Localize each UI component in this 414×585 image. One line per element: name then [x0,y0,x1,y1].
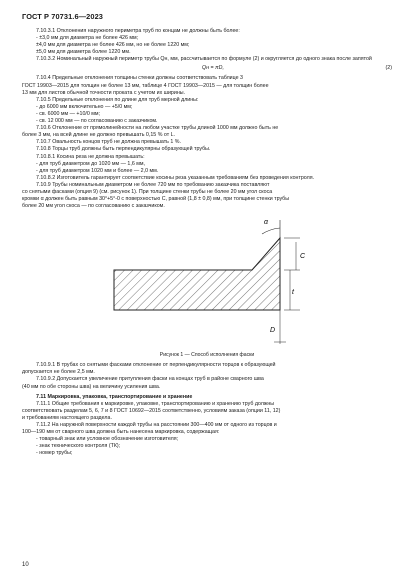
text-line: 7.10.9.1 В трубах со снятыми фасками отклонение от перпендикулярности торцов к образующей [36,362,276,369]
c-label: C [300,253,306,261]
text-line: - товарный знак или условное обозначение изготовителя; [36,436,179,443]
text-line: более 20 мм угол скоса — по согласованию с заказчиком. [22,203,165,210]
text-line: более 3 мм, на всей длине не должно превышать 0,15 % от L. [22,132,176,139]
text-line: ГОСТ 19903—2015 для толщин не более 13 мм, таблице 4 ГОСТ 19903—2015 — для толщин более [22,82,269,89]
text-line: 7.10.8.2 Изготовитель гарантирует соответствие косины реза указанным требованиям без проведения контроля. [36,174,315,181]
formula: Qн = πD, [202,65,224,72]
section-heading: 7.11 Маркировка, упаковка, транспортирование и хранение [36,393,193,400]
text-line: - номер трубы; [36,450,73,457]
text-line: 7.10.9.2 Допускается увеличение притупления фаски на концах труб в районе сварного шва [36,376,264,383]
text-line: - для труб диаметром 1020 мм и более — 2,0 мм. [36,167,159,174]
text-line: 7.10.8.1 Косина реза не должна превышать: [36,153,145,160]
text-line: 7.11.1 Общие требования к маркировке, упаковке, транспортированию и хранению труб должны [36,400,275,407]
text-line: допускается не более 2,5 мм. [22,369,95,376]
text-line: - св. 6000 мм — +10/0 мм; [36,110,101,117]
text-line: 7.11.2 На наружной поверхности каждой трубы на расстоянии 300—400 мм от одного из торцов и [36,422,277,428]
text-line: - знак технического контроля (ТК); [36,443,121,450]
text-line: 7.10.5 Предельные отклонения по длине для труб мерной длины: [36,96,199,103]
text-line: соответствовать разделам 5, 6, 7 и 8 ГОСТ 10692—2015 соответственно, условиям заказа (опции 11, 12) [22,407,281,414]
text-line: ±4,0 мм для диаметра не более 426 мм, но не более 1220 мм; [36,42,190,49]
alpha-label: α [264,219,268,227]
text-line: 7.10.9 Трубы номинальным диаметром не более 720 мм по требованию заказчика поставляют [36,181,270,188]
text-line: 7.10.8 Торцы труб должны быть перпендикулярны образующей трубы. [36,146,211,153]
text-line: со снятыми фасками (опция 9) (см. рисунок 1). При толщине стенки трубы не более 20 мм угол скоса [22,188,273,195]
pipe-wall-section [114,238,280,310]
text-line: 7.10.6 Отклонение от прямолинейности на любом участке трубы длиной 1000 мм должно быть не [36,125,279,132]
formula-row [22,64,392,73]
text-line: ±5,0 мм для диаметра более 1220 мм. [36,49,131,56]
text-line: - для труб диаметром до 1020 мм — 1,6 мм, [36,160,145,167]
text-line: - до 6000 мм включительно — +5/0 мм; [36,103,133,110]
formula-number: (2) [385,65,392,72]
page-number: 10 [22,562,29,568]
text-line: - ±3,0 мм для диаметра не более 426 мм; [36,35,139,42]
document-body [22,28,392,457]
text-line: кромки α должен быть равным 30°+5°-0 с поверхностью C, равной (1,8 ± 0,8) мм, при толщине стенки трубы [22,196,290,203]
bevel-diagram [104,214,314,350]
text-line: 100—190 мм от сварного шва должна быть нанесена маркировка, содержащая: [22,429,220,436]
d-label: D [270,327,276,335]
text-line: 7.10.3.1 Отклонения наружного периметра труб по концам не должны быть более: [36,28,240,34]
figure-1 [22,214,392,362]
text-line: 7.10.3.2 Номинальный наружный периметр трубы Qн, мм, рассчитывается по формуле (2) и округляется до одного знака после запятой [36,56,372,63]
figure-caption: Рисунок 1 — Способ исполнения фаски [159,352,255,359]
standard-header: ГОСТ Р 70731.6—2023 [22,12,103,21]
text-line: (40 мм по обе стороны шва) на величину усиления шва. [22,383,161,390]
text-line: - св. 12 000 мм — по согласованию с заказчиком. [36,118,158,125]
text-line: 7.10.7 Овальность концов труб не должна превышать 1 %. [36,139,181,146]
text-line: и требованиям настоящего раздела. [22,414,112,421]
text-line: 7.10.4 Предельные отклонения толщины стенки должны соответствовать таблице 3 [36,75,243,82]
t-label: t [292,289,294,297]
text-line: 13 мм для листов обычной точности проката с учетом их ширины. [22,89,186,96]
